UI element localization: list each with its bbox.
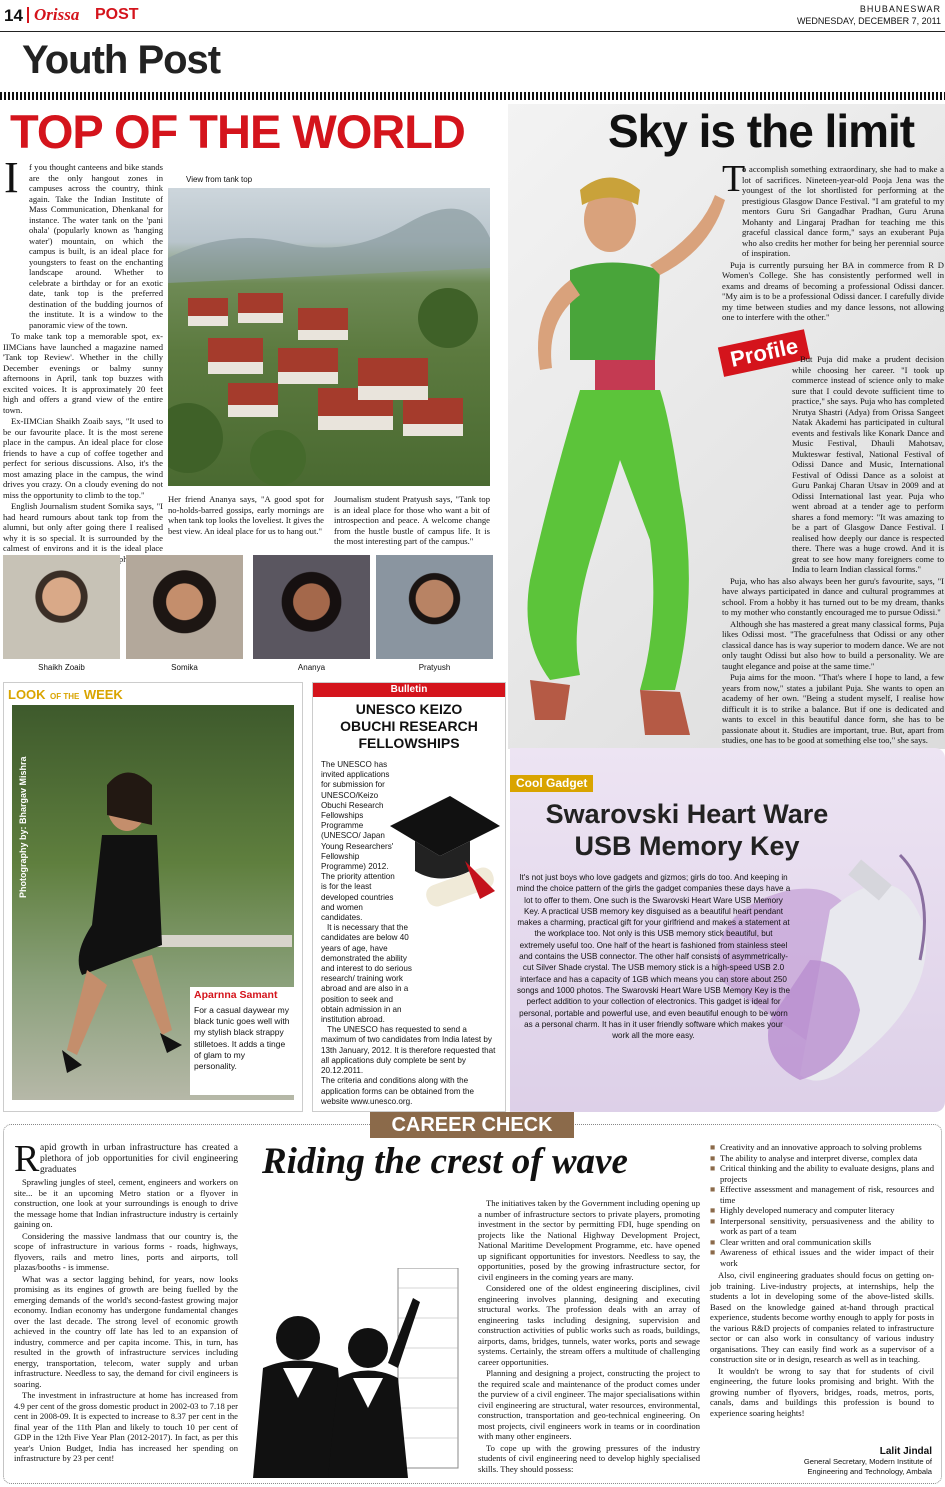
person-name: Somika: [171, 663, 198, 672]
gadget-text: It's not just boys who love gadgets and gizmos; girls do too. And keeping in mind the choice pattern of the girls the gadget companies these days have a lot to offer to them. One such is the Swarovski Heart Ware USB Memory Key. A practical USB memory key disguised as a beautiful heart pendant makes a charming, practical gift for your girlfriend and makes a statement at the workplace too. Not only is this USB memory stick beautiful, but extremely useful too. One half of the heart is fashioned from stainless steel and contains the USB connector. The other half consists of asymmetrically-cut Silver Shade crystal. The USB memory stick is a high-speed USB 2.0 interface and has a capacity of 1GB which means you can store about 250 songs and 1000 photos. The Swarovski Heart Ware USB Memory Key is the perfect addition to your collection of electronics. This gadget is ideal for personal, portable and powerful use, and even beautiful enough to be worn as a personal charm. It has in it user friendly software which makes your work all the more easy.: [516, 873, 791, 1041]
list-item: ■ Awareness of ethical issues and the wider impact of their work: [710, 1247, 934, 1268]
author-title: Engineering and Technology, Ambala: [807, 1466, 932, 1476]
list-item: ■ The ability to analyse and interpret diverse, complex data: [710, 1152, 918, 1163]
photo-shaikh-zoaib: [3, 555, 120, 659]
list-item: ■ Creativity and an innovative approach to solving problems: [710, 1142, 922, 1152]
photo-pratyush: [376, 555, 493, 659]
graduation-cap-icon: [385, 791, 503, 926]
gadget-tag: Cool Gadget: [510, 775, 593, 792]
career-headline: Riding the crest of wave: [262, 1141, 628, 1182]
sky-headline: Sky is the limit: [608, 105, 915, 157]
author-title: General Secretary, Modern Institute of: [803, 1457, 932, 1466]
bulletin-tag: Bulletin: [313, 683, 505, 697]
career-tag: CAREER CHECK: [370, 1112, 574, 1138]
photo-somika: [126, 555, 243, 659]
sky-text-mid: But Puja did make a prudent decision while choosing her career. "I took up commerce instead of science only to make sure that I could devote sufficient time to practice," she says. Puja who has completed Nrutya Shastri (Adya) from Orissa Sangeet Natak Akademi has participated in cultural events and festivals like Konark Dance and Music Festival, Dhauli Mahotsav, Mukteswar festival, National Festival of Odissi Dance and Music, International Festival of Odissi Dance as a soloist at Guru Pankaj Charan Utsav in 2009 and at Odissi International last year. Puja who went abroad at a tender age to perform shares a fond memory: "It was amazing to be a part of Glasgow Dance Festival. I realised how deeply our dance is respected there. There was a huge crowd. And it is great to see how many foreigners come to India to learn Indian classical forms." Puja, who has also always been her guru's favourite, says, "I have always participated in dance and cultural programmes at school. From a hobby it has turned out to be my dream, thanks to my mother who constantly encouraged me to pursue Odissi." Although she has mastered a great many classical forms, Puja likes Odissi most. "The gracefulness that Odissi or any other classical dance has is way superior to modern dance. We are not only taught Odissi but also how to build a personality. We are taught elegance and poise at the same time." Puja aims for the moon. "That's where I hope to land, a few years from now," states a jubilant Puja. She wants to open an academy of her own. "Being a student myself, I realise how difficult it is to strike a balance. But if one is dedicated and wants to excel in this beautiful dance form, she has to be passionate about it. Studies are important, true. But, apart from studies, one has to be good at something else too," she says.: [722, 354, 944, 745]
author-name: Lalit Jindal: [879, 1446, 932, 1457]
bulletin-panel: [312, 682, 506, 1112]
photo-ananya: [253, 555, 370, 659]
gadget-title: Swarovski Heart Ware USB Memory Key: [545, 799, 829, 861]
skills-list: [710, 1142, 934, 1268]
look-name: Aparnna Samant: [194, 989, 278, 1001]
look-label: LOOK OF THE WEEK: [8, 687, 123, 702]
paper-section: POST: [95, 6, 139, 23]
date: WEDNESDAY, DECEMBER 7, 2011: [796, 16, 941, 26]
profile-badge: Profile: [718, 329, 811, 377]
bulletin-text: The UNESCO has invited applications for submission for UNESCO/Keizo Obuchi Research Fellowships Programme (UNESCO/ Japan Young Researchers' Fellowship Programme) 2012. The priority attention is for the least developed countries and women candidates. It is necessary that the candidates are below 40 years of age, have demonstrated the ability and interest to do serious research/ training work abroad and are also in a position to seek and obtain admission in an institution abroad. The UNESCO has requested to send a maximum of two candidates from India latest by 13th January, 2012. It is therefore requested that all applications duly complete be sent by 20.12.2011. The criteria and conditions along with the application forms can be obtained from the website www.unesco.org.: [321, 760, 496, 1106]
photo-credit: Photography by: Bhargav Mishra: [18, 756, 28, 898]
person-name: Ananya: [297, 663, 326, 672]
look-caption-box: [190, 987, 294, 1095]
city: BHUBANESWAR: [859, 4, 941, 14]
person-name: Shaikh Zoaib: [38, 663, 85, 672]
list-item: ■ Interpersonal sensitivity, persuasiveness and the ability to work as part of a team: [710, 1215, 934, 1236]
author-block: [740, 1446, 932, 1476]
engineers-illustration: [248, 1268, 466, 1478]
tank-top-photo: [168, 188, 490, 486]
career-col2: The initiatives taken by the Government including opening up a number of infrastructure sectors to private players, promoting investment in the sector by permitting FDI, huge spending on projects like the National Highway Development Project, National Maritime Development Programme, etc. have opened up significant opportunities for investors. Needless to say, the opportunities, posed by the growing infrastructure sector, for civil engineers in the coming years are many. Considered one of the oldest engineering disciplines, civil engineering involves planning, designing and executing structural works. The profession deals with an array of engineering tasks including designing, supervision and construction activities of public works such as roads, buildings, airports, dams, bridges, tunnels, water works, ports and sewage systems. Certainly, the stream offers a multitude of challenging career opportunities. Planning and designing a project, constructing the project to the required scale and maintenance of the product comes under the purview of a civil engineer. The major specialisations within civil engineering are structural, water resources, environmental, construction, transportation and geo-technical engineering. On most projects, civil engineers work in teams or in coordination with many other engineers. To cope up with the growing pressures of the industry students of civil engineering need to develop highly specialised skills. They should possess:: [478, 1198, 700, 1474]
supplement-title: Youth Post: [22, 38, 221, 82]
bulletin-title: UNESCO KEIZO OBUCHI RESEARCH FELLOWSHIPS: [340, 701, 478, 751]
list-item: ■ Effective assessment and management of risk, resources and time: [710, 1184, 934, 1205]
dropcap-i: I: [4, 153, 19, 202]
dropcap-t: T: [722, 158, 746, 200]
dropcap-r: R: [14, 1138, 40, 1180]
career-col3: ■ Creativity and an innovative approach to solving problems ■ The ability to analyse and interpret diverse, complex data ■ Critical thinking and the ability to evaluate designs, plans and projects ■ Effective assessment and management of risk, resources and time ■ Highly developed numeracy and computer literacy ■ Interpersonal sensitivity, persuasiveness and the ability to work as part of a team ■ Clear written and oral communication skills ■ Awareness of ethical issues and the wider impact of their work Also, civil engineering graduates should focus on getting on-job training. Live-industry projects, at internships, help the students a lot in developing some of the above-listed skills. Based on the knowledge gained at-hand through practical experience, students become worthy enough to apply for posts in the various R&D projects of companies related to infrastructure sector or can also work in consultancy of various industry organisations. They can easily find work as a supervisor of a construction site or in design, research as well as in teaching. It wouldn't be wrong to say that for students of civil engineering, the future looks promising and bright. With the growing number of flyovers, bridges, roads, metros, ports, canals, dams and buildings this profession is bound to experience soaring heights!: [710, 1142, 934, 1418]
paper-name: Orissa: [34, 5, 80, 24]
photo-caption: View from tank top: [186, 175, 253, 184]
top-headline: TOP OF THE WORLD: [10, 105, 465, 158]
masthead: [0, 0, 945, 32]
look-panel: [3, 682, 303, 1112]
top-col3: Journalism student Pratyush says, "Tank top is an ideal place for those who want a bit of introspection and peace. A welcome change from the hustle bustle of campus life. It is the most interesting part of the campus.": [334, 494, 490, 546]
list-item: ■ Highly developed numeracy and computer literacy: [710, 1205, 895, 1215]
dancer-photo: [510, 160, 740, 750]
top-col2: Her friend Ananya says, "A good spot for no-holds-barred gossips, early mornings are when tank top looks the loveliest. It gives the best view. An ideal place for us to hang out.": [168, 494, 324, 536]
look-text: For a casual daywear my black tunic goes well with my stylish black strappy stilletoes. It adds a tinge of glam to my personality.: [194, 1005, 290, 1072]
supplement-rule: [0, 92, 945, 100]
list-item: ■ Critical thinking and the ability to evaluate designs, plans and projects: [710, 1163, 934, 1184]
career-col1: apid growth in urban infrastructure has created a plethora of job opportunities for civil engineering graduates Sprawling jungles of steel, cement, engineers and workers on site... be it an upcoming Metro station or a flyover in construction, one look at your surroundings is enough to drive the message home that Indian infrastructure industry is certainly gaining on. Considering the massive landmass that our country is, the scope of infrastructure in various forms - roads, highways, flyovers, rails and metro lines, ports and airports, toll plazas/booths - is immense. What was a sector lagging behind, for years, now looks promising as its engines of growth are being fuelled by the emerging demands of the world's second-fastest growing major economy. Indian economy has undergone fundamental changes over the last decade. The strong level of economic growth achieved in the country off late has led to an expansion of industry, commerce and per capita income. This, in turn, has resulted in the growth of infrastructure services including energy, transportation, telecom, water supply and urban infrastructure. Needless to say, the demand for civil engineers is soaring. The investment in infrastructure at home has increased from 4.9 per cent of the gross domestic product in 2002-03 to 7.18 per cent in 2008-09. It is expected to increase to 8.37 per cent in the final year of the 11th Plan and likely to touch 10 per cent of GDP in the 12th Five Year Plan (2012-2017). In fact, as per this year's Union Budget, India has increased her spending on infrastructure by 23 per cent!: [14, 1143, 238, 1463]
list-item: ■ Clear written and oral communication skills: [710, 1236, 872, 1247]
top-col1: f you thought canteens and bike stands are the only hangout zones in campuses across the country, think again. Take the Indian Institute of Mass Communication, Dhenkanal for instance. The water tank on the 'pani ohala' (popularly known as 'hanging water') mountain, on which the campus is built, is an ideal place for youngsters to feast on the enchanting landscape around. Whether to celebrate a birthday or for an exotic date, tank top is the preferred destination of the budding journos of the institute. It is a window to the panoramic view of the town. To make tank top a memorable spot, ex-IIMCians have launched a magazine named 'Tank top Review'. Whether in the chilly December evenings or balmy sunny afternoons in April, tank top buzzes with excited voices. It is approximately 20 feet high and offers a grand view of the entire town. Ex-IIMCian Shaikh Zoaib says, "It used to be our favourite place. It is the most serene place in the campus. An ideal place for close friends to have a cup of coffee together and perfect for serious discussions. Also, it's the most amazing place in the campus, the wind drives you crazy. On a cloudy evening do not miss the opportunity to climb to the top." English Journalism student Somika says, "I had heard rumours about tank top from the alumni, but only after going there I realised why it is so special. It is surrounded by the calmest of environs and it is the ideal place: [3, 162, 163, 553]
person-name: Pratyush: [418, 663, 451, 672]
page-number: 14: [4, 6, 23, 25]
sky-text-top: o accomplish something extraordinary, she had to make a lot of sacrifices. Nineteen-year-old Pooja Jena was the youngest of the lot shortlisted for performing at the prestigious Glasgow Dance Festival. "I am grateful to my mentors Guru Sri Gangadhar Pradhan, Guru Aruna Mohanty and Lingaraj Pradhan for teaching me this graceful classical dance form," says an exuberant Puja who also credits her mother for being her perennial source of inspiration. Puja is currently pursuing her BA in commerce from R D Women's College. She has consistently performed well in exams and dreams of becoming a professional Odissi dancer. "My aim is to be a professional Odissi dancer. I carefully divide my time between studies and my dance lessons, not allowing one to interfere with the other.": [722, 164, 944, 322]
